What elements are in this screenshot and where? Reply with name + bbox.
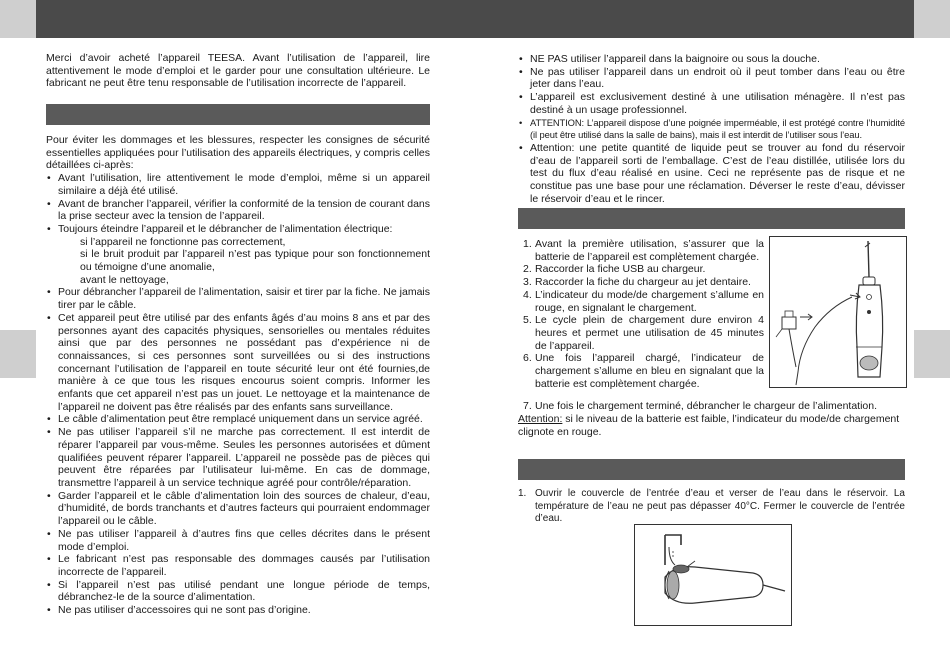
section-bar-safety xyxy=(46,104,430,125)
charging-steps xyxy=(523,238,764,390)
step-item: 6. Une fois l’appareil chargé, l’indicateur de chargement s’allume en bleu en signalant que la batterie est complètement chargée. xyxy=(523,352,764,390)
edge-tab-top-left xyxy=(0,0,36,38)
safety-list-continued xyxy=(518,53,905,205)
safety-intro: Pour éviter les dommages et les blessures, respecter les consignes de sécurité essentielles appliquées pour l’utilisation des appareils électriques, y compris celles détaillées ci-après: xyxy=(46,134,430,172)
step-item: 1. Avant la première utilisation, s’assurer que la batterie de l’appareil est complètement chargée. xyxy=(523,238,764,263)
list-item: • Cet appareil peut être utilisé par des enfants âgés d’au moins 8 ans et par des personnes ayant des capacités physiques, sensorielles ou mentales réduites ainsi que par des personnes ne possédant pas d’expérience ni de connaissances, si ces personnes sont surveillées ou si des instructions concernant l’utilisation de l’appareil en toute sécurité leur ont été fournies,de manière à ce que tous les risques encourus soient compris. Informer les enfants que cet appareil n’est pas un jouet. Le nettoyage et la maintenance de l’appareil ne doivent pas être réalisés par des enfants sans surveillance. xyxy=(46,312,430,414)
step-item: 5. Le cycle plein de chargement dure environ 4 heures et permet une utilisation de 45 minutes de l’appareil. xyxy=(523,314,764,352)
intro-block xyxy=(46,52,430,90)
safety-list xyxy=(46,172,430,617)
list-item: • Le fabricant n’est pas responsable des dommages causés par l’utilisation incorrecte de l’appareil. xyxy=(46,553,430,578)
attention-text: si le niveau de la batterie est faible, l’indicateur du mode/de chargement clignote en rouge. xyxy=(518,413,900,438)
list-item: • NE PAS utiliser l’appareil dans la baignoire ou sous la douche. xyxy=(518,53,905,66)
edge-tab-right xyxy=(914,330,950,378)
list-item xyxy=(46,223,430,287)
step-item: 3. Raccorder la fiche du chargeur au jet dentaire. xyxy=(523,276,751,289)
list-item: • Pour débrancher l’appareil de l’alimentation, saisir et tirer par la fiche. Ne jamais tirer par le câble. xyxy=(46,286,430,311)
list-item: • Ne pas utiliser d’accessoires qui ne sont pas d’origine. xyxy=(46,604,430,617)
list-item: • Avant de brancher l’appareil, vérifier la conformité de la tension de courant dans la prise secteur avec la tension de l’appareil. xyxy=(46,198,430,223)
list-item: • Si l’appareil n’est pas utilisé pendant une longue période de temps, débranchez-le de la source d’alimentation. xyxy=(46,579,430,604)
water-flosser-charging-drawing xyxy=(770,237,906,387)
list-item: • Ne pas utiliser l’appareil à d’autres fins que celles décrites dans le présent mode d’emploi. xyxy=(46,528,430,553)
list-item: • Avant l’utilisation, lire attentivement le mode d’emploi, même si un appareil similaire a déjà été utilisé. xyxy=(46,172,430,197)
step-item: 7. Une fois le chargement terminé, débrancher le chargeur de l’alimentation. xyxy=(523,400,878,412)
water-flosser-refill-drawing xyxy=(635,525,791,625)
section-bar-charging xyxy=(518,208,905,229)
list-item: • Ne pas utiliser l’appareil s’il ne marche pas correctement. Il est interdit de réparer l’appareil par vous-même. Seules les personnes autorisées et dûment qualifiées peuvent réparer l’appareil. L’appareil ne possède pas de pièces qui peuvent être réparées par l’utilisateur lui-même. En cas de dommage, transmettre l’appareil à un service technique agréé pour contrôle/réparation. xyxy=(46,426,430,490)
sub-item: si le bruit produit par l’appareil n’est pas typique pour son fonctionnement ou témoigne d’une anomalie, xyxy=(80,248,430,274)
list-item: • ATTENTION: L’appareil dispose d’une poignée imperméable, il est protégé contre l’humidité (il peut être utilisé dans la salle de bains), mais il est interdit de l’utiliser sous l’eau. xyxy=(518,117,905,142)
list-item-text: • Toujours éteindre l’appareil et le débrancher de l’alimentation électrique: xyxy=(58,222,393,235)
sub-item: avant le nettoyage, xyxy=(80,273,169,286)
edge-tab-top-right xyxy=(914,0,950,38)
list-item: • Garder l’appareil et le câble d’alimentation loin des sources de chaleur, d’eau, d’humidité, de bords tranchants et d’autres facteurs qui pourraient endommager l’appareil ou le câble. xyxy=(46,490,430,528)
battery-warning xyxy=(518,413,905,438)
charging-step-7 xyxy=(523,400,905,413)
water-fill-illustration xyxy=(634,524,792,626)
list-item: • L’appareil est exclusivement destiné à une utilisation ménagère. Il n’est pas destiné à un usage professionnel. xyxy=(518,91,905,116)
charging-illustration xyxy=(769,236,907,388)
attention-label: Attention: xyxy=(518,413,563,425)
sub-item: si l’appareil ne fonctionne pas correctement, xyxy=(80,235,286,248)
step-item: 1. Ouvrir le couvercle de l’entrée d’eau et verser de l’eau dans le réservoir. La température de l’eau ne peut pas dépasser 40°C. Fermer le couvercle de l’entrée d’eau. xyxy=(518,488,905,525)
page-header-bar xyxy=(0,0,950,38)
edge-tab-left xyxy=(0,330,36,378)
list-item: • Ne pas utiliser l’appareil dans un endroit où il peut tomber dans l’eau ou être jeter dans l’eau. xyxy=(518,66,905,91)
usage-steps xyxy=(518,488,905,526)
safety-block xyxy=(46,134,430,617)
intro-paragraph: Merci d’avoir acheté l’appareil TEESA. Avant l’utilisation de l’appareil, lire attentivement le mode d’emploi et le garder pour une consultation ultérieure. Le fabricant ne peut être tenu responsable de l’utilisation incorrecte de l’appareil. xyxy=(46,52,430,90)
section-bar-usage xyxy=(518,459,905,480)
step-item: 2. Raccorder la fiche USB au chargeur. xyxy=(523,263,706,276)
list-item: • Le câble d’alimentation peut être remplacé uniquement dans un service agréé. xyxy=(46,413,430,426)
step-item: 4. L’indicateur du mode/de chargement s’allume en rouge, en signalant le chargement. xyxy=(523,288,764,314)
list-item: • Attention: une petite quantité de liquide peut se trouver au fond du réservoir d’eau de l’appareil sorti de l’emballage. C’est de l’eau distillée, utilisée lors du test du flux d’eau réalisé en usine. Ceci ne représente pas de risque et ne constitue pas une base pour une réclamation. Déverser le reste d’eau, dévisser le réservoir d’eau et le rincer. xyxy=(518,142,905,206)
